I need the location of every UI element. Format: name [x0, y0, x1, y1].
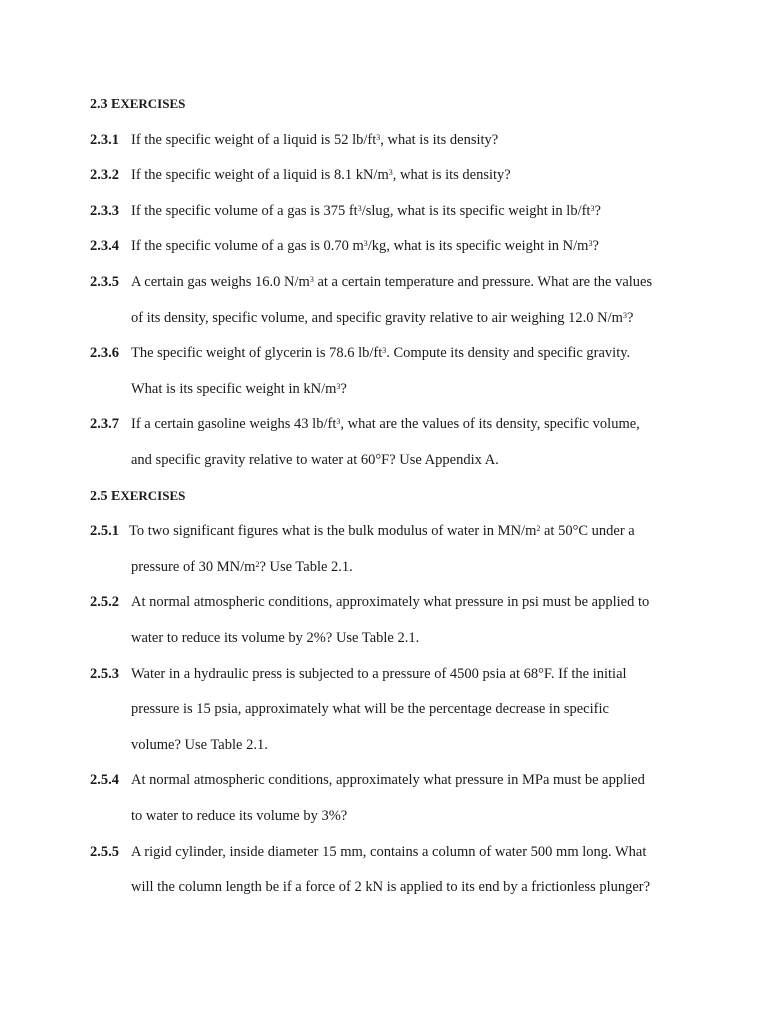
exercise-number: 2.5.3	[90, 665, 119, 682]
heading-small-caps: XERCISES	[120, 487, 186, 503]
exercise-number: 2.5.2	[90, 594, 119, 611]
superscript-exponent: 3	[376, 132, 381, 142]
text-segment: If the specific volume of a gas is 0.70 m	[131, 238, 364, 255]
text-segment: A rigid cylinder, inside diameter 15 mm, contains a column of water 500 mm long. What	[131, 843, 647, 860]
exercise-text-line	[131, 380, 347, 398]
exercise-text-line	[131, 273, 652, 291]
text-segment: , what is its density?	[392, 167, 511, 184]
superscript-exponent: 3	[388, 168, 393, 178]
exercise-text-line	[131, 202, 601, 220]
exercise-text-line	[131, 843, 646, 861]
exercise-text-line	[131, 771, 645, 789]
text-segment: volume? Use Table 2.1.	[131, 736, 268, 753]
exercise-number: 2.3.7	[90, 416, 119, 433]
text-segment: What is its specific weight in kN/m	[131, 380, 337, 397]
section-number: 2.3	[90, 97, 108, 112]
text-segment: At normal atmospheric conditions, approximately what pressure in psi must be applied to	[131, 594, 650, 611]
exercise-text-line	[131, 166, 511, 184]
text-segment: ?	[340, 380, 347, 397]
text-segment: If the specific weight of a liquid is 52 lb/ft	[131, 131, 377, 148]
text-segment: If the specific weight of a liquid is 8.1 kN/m	[131, 167, 389, 184]
superscript-exponent: 3	[590, 203, 595, 213]
superscript-exponent: 3	[588, 239, 593, 249]
text-segment: /slug, what is its specific weight in lb/ft	[361, 202, 591, 219]
text-segment: at 50°C under a	[540, 523, 635, 540]
text-segment: , what are the values of its density, specific volume,	[340, 416, 640, 433]
exercise-text-line	[131, 131, 498, 149]
superscript-exponent: 2	[536, 524, 541, 534]
text-segment: The specific weight of glycerin is 78.6 lb/ft	[131, 345, 383, 362]
text-segment: ?	[592, 238, 599, 255]
exercise-number: 2.5.4	[90, 772, 119, 789]
exercise-number: 2.3.5	[90, 274, 119, 290]
exercise-text-line	[131, 878, 650, 896]
exercise-text-line	[131, 558, 353, 576]
exercise-number: 2.3.6	[90, 345, 119, 362]
text-segment: If the specific volume of a gas is 375 ft	[131, 202, 358, 219]
text-segment: pressure of 30 MN/m	[131, 558, 256, 575]
exercise-number: 2.5.5	[90, 843, 119, 860]
exercise-number: 2.3.1	[90, 131, 119, 148]
text-segment: If a certain gasoline weighs 43 lb/ft	[131, 416, 337, 433]
text-segment: ?	[626, 309, 634, 326]
heading-small-caps: XERCISES	[120, 96, 186, 111]
text-segment: of its density, specific volume, and specific gravity relative to air weighing 12.0 N/m	[131, 309, 623, 326]
superscript-exponent: 3	[336, 381, 341, 391]
superscript-exponent: 3	[382, 346, 387, 356]
exercise-number: 2.3.4	[90, 238, 119, 255]
exercise-text-line	[131, 700, 609, 718]
exercise-text-line	[131, 344, 630, 362]
text-segment: /kg, what is its specific weight in N/m	[367, 238, 589, 255]
exercise-text-line	[131, 629, 419, 647]
text-segment: to water to reduce its volume by 3%?	[131, 808, 348, 824]
section-number: 2.5	[90, 488, 108, 504]
exercise-number: 2.3.2	[90, 167, 119, 184]
exercise-number: 2.3.3	[90, 202, 119, 219]
text-segment: pressure is 15 psia, approximately what will be the percentage decrease in specific	[131, 701, 609, 718]
section-heading	[90, 487, 185, 505]
text-segment: will the column length be if a force of 2 kN is applied to its end by a frictionless plunger?	[131, 879, 651, 896]
exercise-number: 2.5.1	[90, 523, 119, 540]
text-segment: At normal atmospheric conditions, approximately what pressure in MPa must be applied	[131, 772, 645, 789]
exercise-text-line	[131, 415, 640, 433]
exercise-text-line	[129, 522, 635, 540]
text-segment: , what is its density?	[380, 131, 499, 148]
superscript-exponent: 2	[255, 559, 260, 569]
text-segment: A certain gas weighs 16.0 N/m	[131, 274, 310, 290]
text-segment: To two significant figures what is the bulk modulus of water in MN/m	[129, 523, 537, 540]
section-heading	[90, 95, 185, 113]
text-segment: ? Use Table 2.1.	[259, 558, 353, 575]
heading-initial: E	[111, 97, 121, 112]
exercise-text-line	[131, 807, 347, 825]
exercise-text-line	[131, 309, 633, 327]
exercise-text-line	[131, 237, 599, 255]
heading-initial: E	[111, 488, 121, 504]
exercise-text-line	[131, 451, 499, 469]
text-segment: ?	[594, 202, 601, 219]
superscript-exponent: 3	[622, 310, 627, 320]
text-segment: Water in a hydraulic press is subjected to a pressure of 4500 psia at 68°F. If the initial	[131, 665, 627, 682]
text-segment: water to reduce its volume by 2%? Use Table 2.1.	[131, 630, 420, 646]
superscript-exponent: 3	[357, 203, 362, 213]
text-segment: at a certain temperature and pressure. What are the values	[313, 274, 653, 290]
exercise-text-line	[131, 593, 649, 611]
superscript-exponent: 3	[363, 239, 368, 249]
superscript-exponent: 3	[309, 275, 314, 284]
superscript-exponent: 3	[336, 417, 341, 427]
text-segment: . Compute its density and specific gravity.	[386, 345, 631, 362]
exercise-text-line	[131, 665, 627, 683]
exercise-text-line	[131, 736, 268, 754]
text-segment: and specific gravity relative to water at 60°F? Use Appendix A.	[131, 452, 499, 468]
